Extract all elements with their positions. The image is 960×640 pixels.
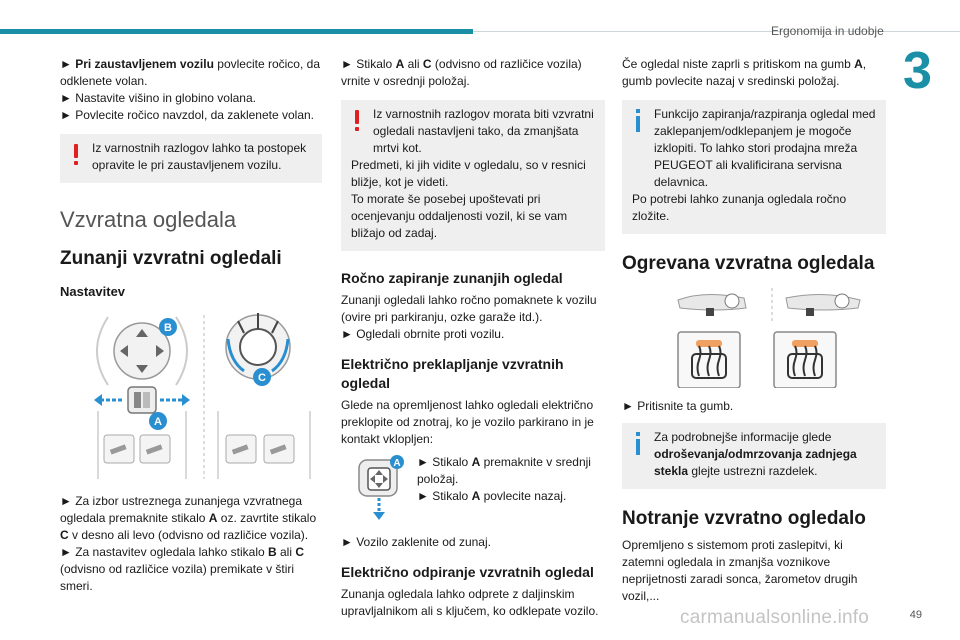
mirror-switch-diagram (78, 311, 318, 483)
info-icon (635, 432, 641, 456)
fold-switch-icon (353, 454, 409, 522)
heated-mirror-illustration (674, 288, 874, 388)
paragraph-electric-fold: Glede na opremljenost lahko ogledali električno preklopite od znotraj, ko je vozilo parkirano in je kontakt vklopljen: (341, 398, 594, 446)
warning-icon (73, 144, 79, 166)
warning-note (60, 134, 322, 183)
paragraph-lock-outside: ► Vozilo zaklenite od zunaj. (341, 535, 491, 549)
warning-icon (354, 110, 360, 132)
heading-manual-folding: Ročno zapiranje zunanjih ogledal (341, 270, 563, 286)
column-2 (341, 56, 605, 620)
paragraph-interior-mirror: Opremljeno s sistemom proti zaslepitvi, ki zatemni ogledala in zmanjša voznikove neprijetnosti zaradi sonca, žarometov drugih vozil,... (622, 538, 858, 603)
info-icon (635, 109, 641, 133)
paragraph-fold-toward: ► Ogledali obrnite proti vozilu. (341, 327, 505, 341)
paragraph-return-center: ► Stikalo A ali C (odvisno od različice vozila) vrnite v osrednji položaj. (341, 57, 582, 88)
watermark: carmanualsonline.info (680, 607, 870, 628)
label-a: A (154, 416, 162, 428)
header-rule (473, 31, 960, 32)
label-c: C (258, 372, 266, 384)
column-3 (622, 56, 886, 605)
column-1 (60, 56, 322, 595)
heading-mirrors: Vzvratna ogledala (60, 207, 237, 232)
paragraph-adjust-mirror: ► Za nastavitev ogledala lahko stikalo B ali C (odvisno od različice vozila) premikate v štiri smeri. (60, 545, 305, 593)
mirror-control-illustration (78, 311, 318, 483)
heading-adjustment: Nastavitev (60, 284, 126, 299)
label-b: B (164, 322, 172, 334)
warning-text: Iz varnostnih razlogov lahko ta postopek opravite le pri zaustavljenem vozilu. (92, 141, 307, 172)
heading-exterior-mirrors: Zunanji vzvratni ogledali (60, 248, 282, 269)
heading-electric-opening: Električno odpiranje vzvratnih ogledal (341, 564, 594, 580)
paragraph-adjust: ► Nastavite višino in globino volana. (60, 91, 256, 105)
paragraph-manual-fold: Zunanji ogledali lahko ročno pomaknete k vozilu (ovire pri parkiranju, ozke garaže itd.). (341, 293, 597, 324)
paragraph-unfold-button: Če ogledal niste zaprli s pritiskom na gumb A, gumb povlecite nazaj v sredinski položaj. (622, 57, 867, 88)
paragraph-lock: ► Povlecite ročico navzdol, da zaklenete volan. (60, 108, 315, 122)
paragraph-press-button: ► Pritisnite ta gumb. (622, 399, 734, 413)
label-a: A (393, 458, 401, 469)
paragraph-unlock: ► Pri zaustavljenem vozilu povlecite ročico, da odklenete volan. (60, 57, 320, 88)
heading-heated-mirrors: Ogrevana vzvratna ogledala (622, 253, 875, 274)
defrost-button-diagram (674, 288, 874, 388)
paragraph-fold-step2: ► Stikalo A povlecite nazaj. (417, 489, 567, 503)
info-note-defrost: Za podrobnejše informacije glede odroševanja/odmrzovanja zadnjega stekla glejte ustrezni razdelek. (622, 423, 886, 489)
page-number: 49 (909, 609, 922, 621)
fold-step-block (341, 454, 605, 522)
paragraph-select-mirror: ► Za izbor ustreznega zunanjega vzvratnega ogledala premaknite stikalo A oz. zavrtite stikalo C v desno ali levo (odvisno od različice vozila). (60, 494, 317, 542)
info-note-folding: Funkcijo zapiranja/razpiranja ogledal med zaklepanjem/odklepanjem je mogoče izklopiti. To lahko stori prodajna mreža PEUGEOT ali kvalificirana servisna delavnica. Po potrebi lahko zunanja ogledala ročno zložite. (622, 100, 886, 234)
heading-interior-mirror: Notranje vzvratno ogledalo (622, 508, 866, 529)
paragraph-fold-step1: ► Stikalo A premaknite v srednji položaj. (417, 455, 591, 486)
paragraph-electric-open: Zunanja ogledala lahko odprete z daljinskim upravljalnikom ali s ključem, ko odklepate vozilo. (341, 587, 599, 618)
header-accent-bar (0, 29, 473, 34)
chapter-number: 3 (903, 42, 932, 100)
section-title: Ergonomija in udobje (771, 24, 884, 38)
warning-note-blindspot: Iz varnostnih razlogov morata biti vzvratni ogledali nastavljeni tako, da zmanjšata mrtvi kot. Predmeti, ki jih vidite v ogledalu, so v resnici bližje, kot je videti. To morate še posebej upoštevati pri ocenjevanju oddaljenosti vozil, ki se vam bližajo od zadaj. (341, 100, 605, 251)
heading-electric-folding: Električno preklapljanje vzvratnih ogledal (341, 356, 564, 391)
